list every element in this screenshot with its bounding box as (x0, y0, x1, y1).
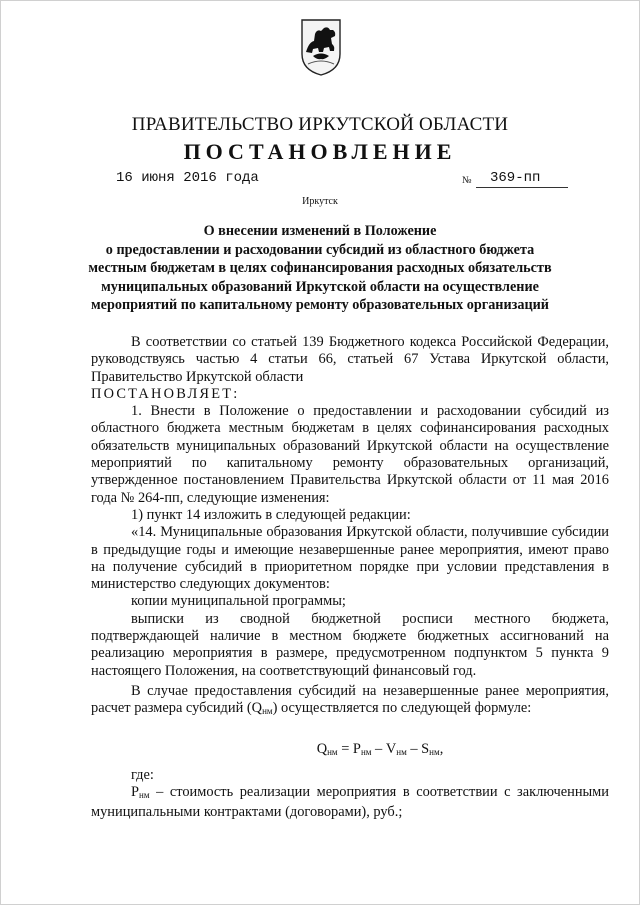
government-name: ПРАВИТЕЛЬСТВО ИРКУТСКОЙ ОБЛАСТИ (131, 114, 509, 135)
definition-symbol: P (131, 784, 140, 801)
calculation-paragraph (91, 683, 609, 721)
formula-comma: , (439, 740, 444, 757)
calc-outro: ) осуществляется по следующей формуле: (272, 700, 532, 717)
formula-v: V (385, 740, 397, 757)
formula-subscript: нм (429, 746, 440, 757)
document-number: 369-пп (476, 170, 568, 188)
coat-of-arms-icon (300, 18, 342, 76)
preamble-paragraph: В соответствии со статьей 139 Бюджетного кодекса Российской Федерации, руководствуясь частью 4 статьи 66, статьей 67 Устава Иркутской области, Правительство Иркутской области (91, 334, 609, 385)
formula-minus: – (406, 740, 422, 757)
formula-subscript: нм (396, 746, 407, 757)
clause-14-paragraph: «14. Муниципальные образования Иркутской области, получившие субсидии в предыдущие годы и имеющие незавершенные ранее мероприятия, имеют право на получение субсидий в приоритетном порядке при условии представления в министерство следующих документов: (91, 524, 609, 593)
document-type: ПОСТАНОВЛЕНИЕ (183, 139, 457, 164)
city: Иркутск (302, 196, 338, 207)
formula-minus: – (371, 740, 386, 757)
formula-s: S (421, 740, 430, 757)
formula-subscript: нм (360, 746, 372, 757)
decree-word: ПОСТАНОВЛЯЕТ: (91, 385, 240, 402)
document-list-item: копии муниципальной программы; (131, 593, 346, 610)
title-line: мероприятий по капитальному ремонту образовательных организаций (91, 297, 549, 314)
definition-text: – стоимость реализации мероприятия в соответствии с заключенными муниципальными контрактами (договорами), руб.; (91, 784, 609, 821)
subitem-1-paragraph: 1) пункт 14 изложить в следующей редакции: (131, 506, 411, 523)
title-line: О внесении изменений в Положение (203, 223, 437, 239)
formula-q: Q (316, 740, 328, 757)
formula-subscript: нм (327, 746, 338, 757)
formula (151, 741, 609, 761)
document-body (91, 334, 609, 822)
calc-subscript: нм (262, 706, 273, 717)
document-date: 16 июня 2016 года (116, 170, 259, 186)
title-line: муниципальных образований Иркутской области на осуществление (101, 278, 539, 295)
item-1-paragraph: 1. Внести в Положение о предоставлении и расходовании субсидий из областного бюджета местным бюджетам в целях софинансирования расходных обязательств муниципальных образований Иркутской области на осуществление мероприятий по капитальному ремонту образовательных организаций, утвержденное постановлением Правительства Иркутской области от 11 мая 2016 года № 264-пп, следующие изменения: (91, 403, 609, 506)
formula-p: P (352, 740, 361, 757)
calc-intro: В случае предоставления субсидий на незавершенные ранее мероприятия, расчет размера субсидий (Q (91, 682, 609, 717)
formula-equals: = (337, 740, 353, 757)
document-title (30, 222, 610, 315)
title-line: о предоставлении и расходовании субсидий из областного бюджета (105, 241, 535, 258)
definition-paragraph (91, 784, 609, 822)
title-line: местным бюджетам в целях софинансирования расходных обязательств (88, 260, 552, 277)
where-label: где: (131, 766, 154, 783)
definition-subscript: нм (139, 790, 150, 801)
number-label: № (462, 175, 472, 186)
document-list-item: выписки из сводной бюджетной росписи местного бюджета, подтверждающей наличие в местном бюджете бюджетных ассигнований на реализацию мероприятия в размере, предусмотренном подпунктом 5 пункта 9 настоящего Положения, на соответствующий финансовый год. (91, 610, 609, 679)
